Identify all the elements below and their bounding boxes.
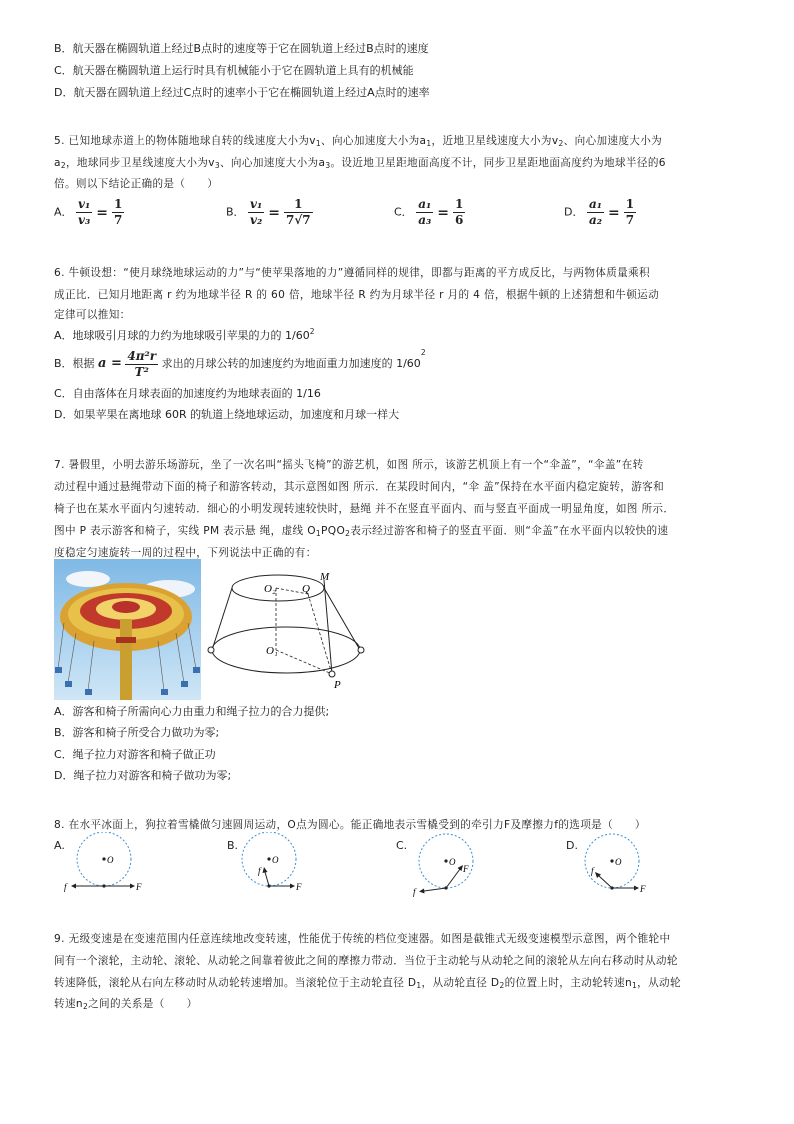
svg-text:F: F [640, 884, 646, 894]
q9-stem-line2: 间有一个滚轮，主动轮、滚轮、从动轮之间靠着彼此之间的摩擦力带动．当位于主动轮与从动轮之间的滚轮从左向右移动时从动轮 [54, 955, 678, 967]
q5-option-d: D． $\frac{\text{a₁}}{\text{a₂}}$ = $\frac{1}{7}$ [564, 197, 635, 227]
svg-text:f: f [591, 866, 594, 876]
svg-text:f: f [258, 866, 261, 876]
svg-text:O: O [449, 857, 456, 867]
svg-text:F: F [136, 882, 142, 892]
swing-diagram [200, 566, 372, 692]
q6-option-d: D．如果苹果在离地球 60R 的轨道上绕地球运动，加速度和月球一样大 [54, 408, 400, 421]
q5-option-a: A． $\frac{\text{v₁}}{\text{v₃}}$ = $\frac{1}{7}$ [54, 197, 123, 227]
q5-stem-line2: $a_2$，地球同步卫星线速度大小为$v_3$、向心加速度大小为$a_3$。设近地卫星距地面高度不计，同步卫星距地面高度约为地球半径的6 [54, 157, 666, 170]
q5-stem-line1: 5. 已知地球赤道上的物体随地球自转的线速度大小为$v_1$、向心加速度大小为$a_1$，近地卫星线速度大小为$v_2$、向心加速度大小为 [54, 135, 663, 148]
q7-option-c: C．绳子拉力对游客和椅子做正功 [54, 748, 216, 761]
label-p: P [334, 679, 341, 691]
svg-text:f: f [64, 882, 67, 892]
svg-text:f: f [413, 887, 416, 897]
q5-stem-line3: 倍。则以下结论正确的是（ ） [54, 178, 219, 190]
q9-stem-line1: 9. 无级变速是在变速范围内任意连续地改变转速，性能优于传统的档位变速器。如图是截锥式无级变速模型示意图，两个锥轮中 [54, 933, 671, 945]
q6-option-a: A．地球吸引月球的力约为地球吸引苹果的力的 $1/60^2$ [54, 327, 315, 342]
q8-option-d-label: D. [566, 839, 578, 852]
q5-option-c: C． $\frac{\text{a₁}}{\text{a₃}}$ = $\frac{1}{6}$ [394, 197, 464, 227]
label-o2: O₂ [264, 583, 276, 595]
q7-stem-line2: 动过程中通过悬绳带动下面的椅子和游客转动，其示意图如图 所示．在某段时间内，“伞 盖”保持在水平面内稳定旋转，游客和 [54, 481, 665, 493]
label-o1: O₁ [266, 645, 278, 657]
svg-text:O: O [107, 855, 114, 865]
q6-stem-line1: 6. 牛顿设想：“使月球绕地球运动的力”与“使苹果落地的力”遵循同样的规律，即都与距离的平方成反比，与两物体质量乘积 [54, 267, 651, 279]
q7-option-a: A．游客和椅子所需向心力由重力和绳子拉力的合力提供; [54, 705, 330, 718]
q6-stem-line2: 成正比．已知月地距离 r 约为地球半径 R 的 60 倍，地球半径 R 约为月球半径 r 月的 4 倍，根据牛顿的上述猜想和牛顿运动 [54, 289, 660, 301]
q7-stem-line4: 图中 P 表示游客和椅子，实线 PM 表示悬 绳，虚线 $O_1PQO_2$表示经过游客和椅子的竖直平面．则“伞盖”在水平面内以较快的速 [54, 525, 669, 538]
q4-option-d: D．航天器在圆轨道上经过C点时的速率小于它在椭圆轨道上经过A点时的速率 [54, 86, 430, 99]
q4-option-c: C．航天器在椭圆轨道上运行时具有机械能小于它在圆轨道上具有的机械能 [54, 64, 414, 77]
q7-stem-line3: 椅子也在某水平面内匀速转动．细心的小明发现转速较快时，悬绳 并不在竖直平面内、而与竖直平面成一明显角度，如图 所示． [54, 503, 675, 515]
svg-text:F: F [463, 864, 469, 874]
q8-option-c-label: C. [396, 839, 408, 852]
q6-option-b: B．根据 a = $\frac{\text{4π²r}}{\text{T²}}$ 求出的月球公转的加速度约为地面重力加速度的 $1/60^2$ [54, 348, 426, 379]
q9-stem-line4: 转速$n_2$之间的关系是（ ） [54, 998, 198, 1011]
q7-option-d: D．绳子拉力对游客和椅子做功为零; [54, 769, 232, 782]
q6-stem-line3: 定律可以推知： [54, 309, 131, 321]
svg-text:F: F [296, 882, 302, 892]
q8-option-a-diagram [64, 832, 154, 894]
q4-option-b: B．航天器在椭圆轨道上经过B点时的速度等于它在圆轨道上经过B点时的速度 [54, 42, 429, 55]
q6-option-c: C．自由落体在月球表面的加速度约为地球表面的 1/16 [54, 387, 321, 400]
swing-ride-photo [54, 559, 201, 700]
q7-option-b: B．游客和椅子所受合力做功为零; [54, 726, 220, 739]
q7-stem-line1: 7. 暑假里，小明去游乐场游玩，坐了一次名叫“摇头飞椅”的游艺机，如图 所示，该游艺机顶上有一个“伞盖”，“伞盖”在转 [54, 459, 644, 471]
q8-stem: 8. 在水平冰面上，狗拉着雪橇做匀速圆周运动，O点为圆心。能正确地表示雪橇受到的牵引力F及摩擦力f的选项是（ ） [54, 819, 646, 831]
svg-text:O: O [615, 857, 622, 867]
label-q: Q [302, 583, 310, 595]
q9-stem-line3: 转速降低，滚轮从右向左移动时从动轮转速增加。当滚轮位于主动轮直径 $D_1$，从动轮直径 $D_2$的位置上时，主动轮转速$n_1$，从动轮 [54, 977, 681, 990]
q8-option-d-diagram [584, 832, 660, 898]
q8-option-b-label: B. [227, 839, 239, 852]
svg-text:O: O [272, 855, 279, 865]
q8-option-c-diagram [410, 832, 490, 898]
q7-stem-line5: 度稳定匀速旋转一周的过程中，下列说法中正确的有： [54, 547, 317, 559]
q8-option-a-label: A. [54, 839, 65, 852]
label-m: M [320, 571, 330, 583]
q8-option-b-diagram [238, 832, 318, 894]
q5-option-b: B． $\frac{\text{v₁}}{\text{v₂}}$ = $\frac{1}{7√7}$ [226, 197, 311, 227]
